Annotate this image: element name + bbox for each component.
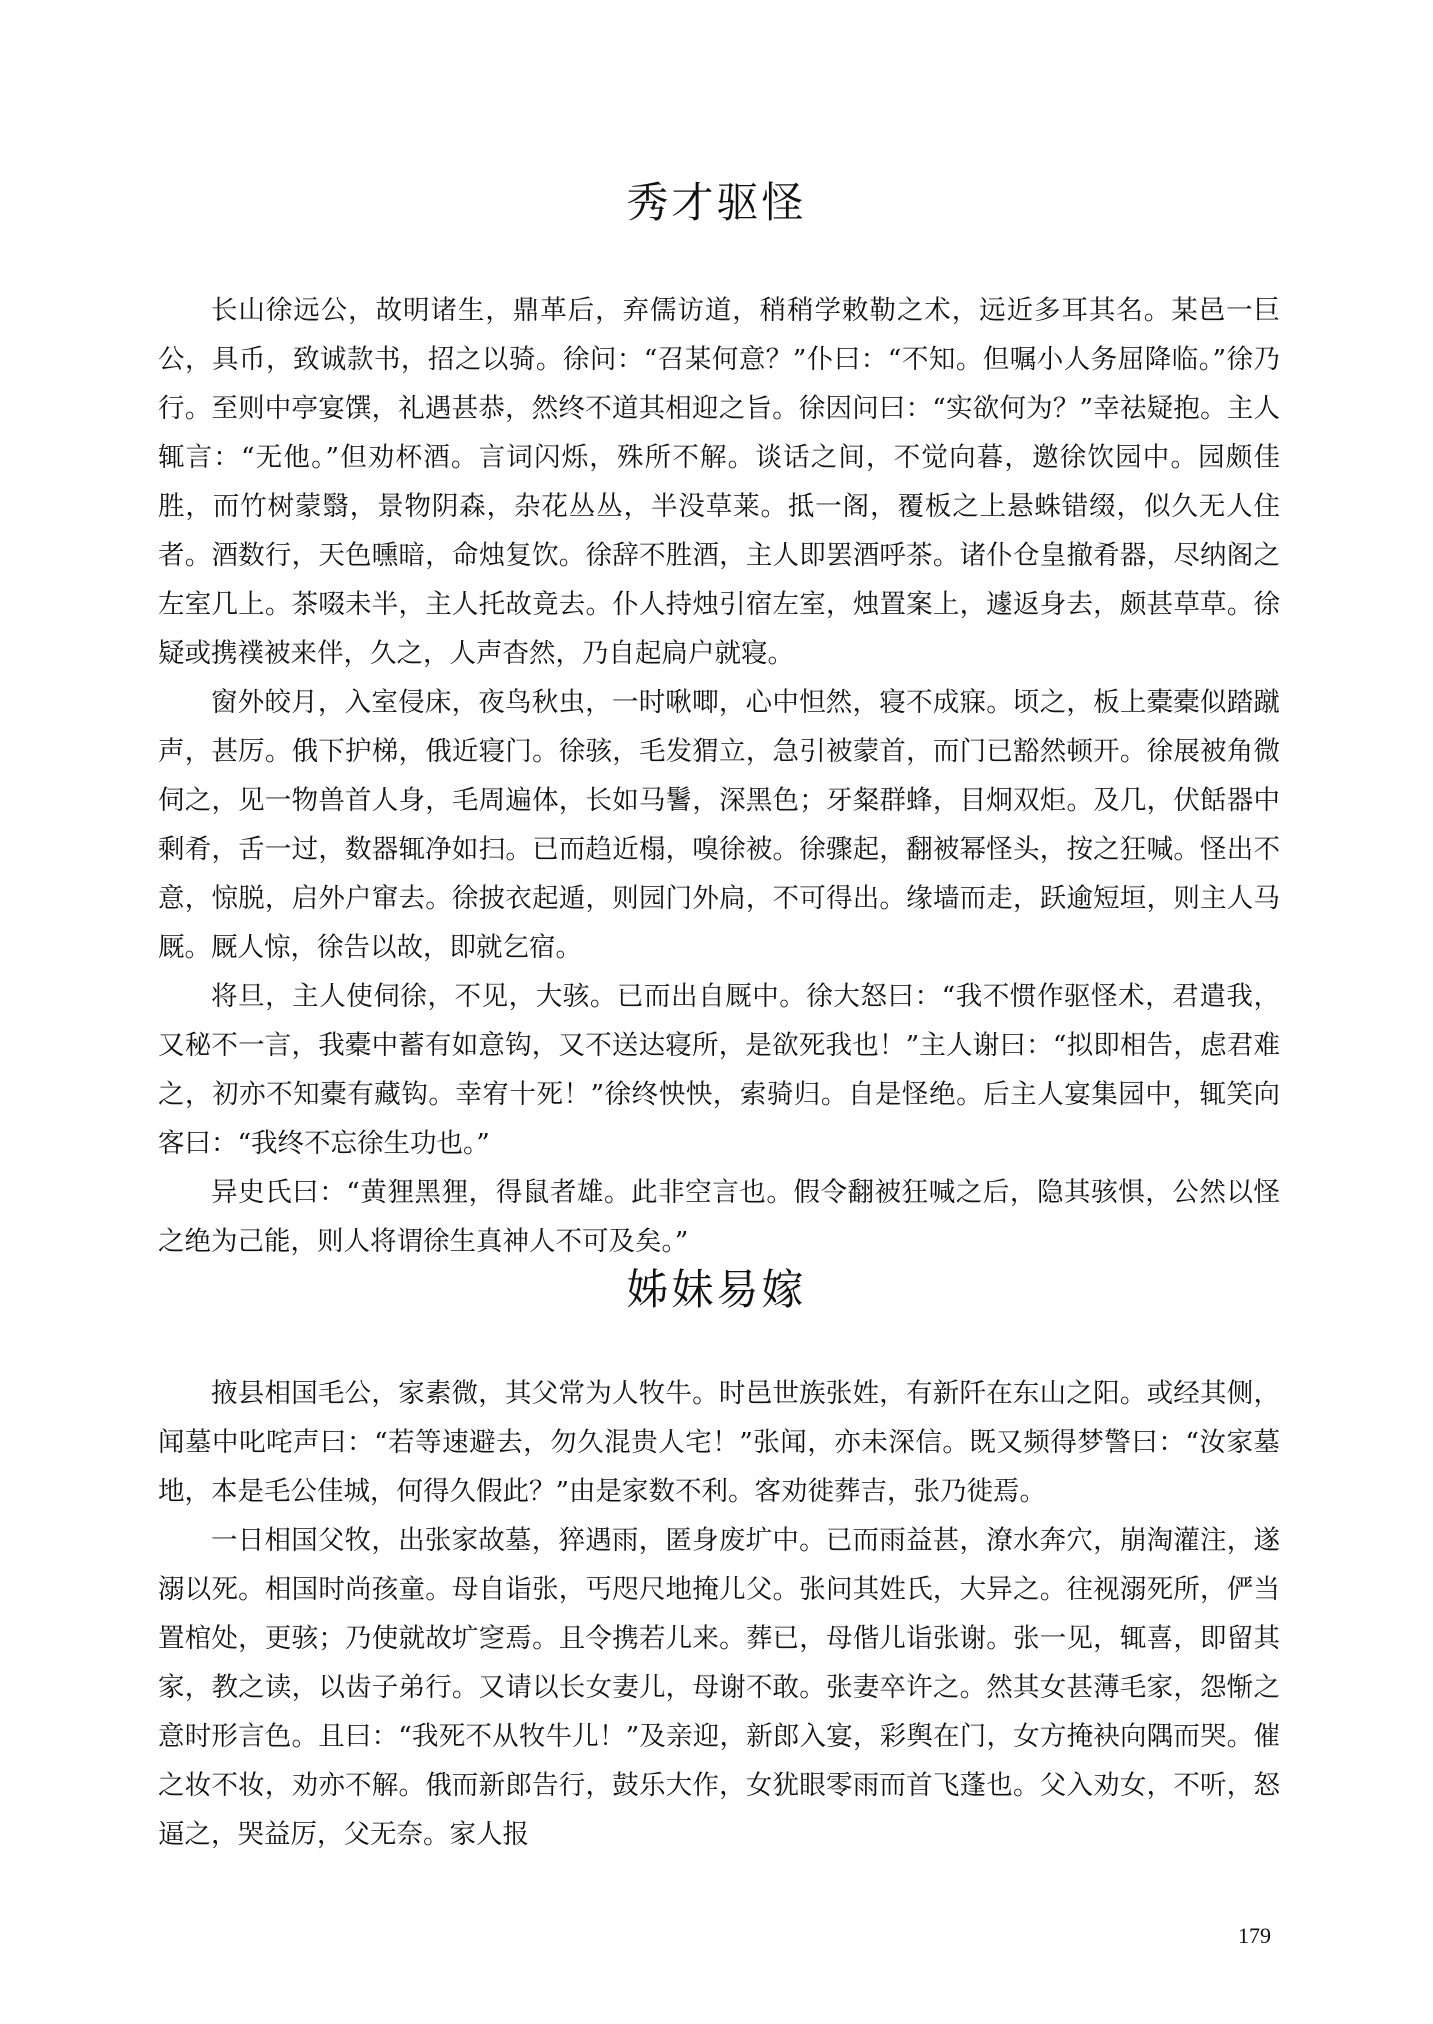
story-body-xiucai-quguai <box>158 286 1280 1266</box>
story-title-xiucai-quguai: 秀才驱怪 <box>626 178 807 227</box>
paragraph: 窗外皎月，入室侵床，夜鸟秋虫，一时啾唧，心中怛然，寝不成寐。顷之，板上橐橐似踏蹴声，甚厉。俄下护梯，俄近寝门。徐骇，毛发猬立，急引被蒙首，而门已豁然顿开。徐展被角微伺之，见一物兽首人身，毛周遍体，长如马鬐，深黑色；牙粲群蜂，目炯双炬。及几，伏餂器中剩肴，舌一过，数器辄净如扫。已而趋近榻，嗅徐被。徐骤起，翻被幂怪头，按之狂喊。怪出不意，惊脱，启外户窜去。徐披衣起遁，则园门外扃，不可得出。缘墙而走，跃逾短垣，则主人马厩。厩人惊，徐告以故，即就乞宿。 <box>158 687 1280 963</box>
story-body-zimei-yijia <box>158 1369 1280 1859</box>
page-number: 179 <box>1238 1923 1271 1948</box>
paragraph: 异史氏曰：“黄狸黑狸，得鼠者雄。此非空言也。假令翻被狂喊之后，隐其骇惧，公然以怪之绝为己能，则人将谓徐生真神人不可及矣。” <box>158 1177 1280 1257</box>
story-title-zimei-yijia: 姊妹易嫁 <box>626 1265 807 1314</box>
paragraph: 一日相国父牧，出张家故墓，猝遇雨，匿身废圹中。已而雨益甚，潦水奔穴，崩淘灌注，遂溺以死。相国时尚孩童。母自诣张，丐咫尺地掩儿父。张问其姓氏，大异之。往视溺死所，俨当置棺处，更骇；乃使就故圹窆焉。且令携若儿来。葬已，母偕儿诣张谢。张一见，辄喜，即留其家，教之读，以齿子弟行。又请以长女妻儿，母谢不敢。张妻卒许之。然其女甚薄毛家，怨惭之意时形言色。且曰：“我死不从牧牛儿！”及亲迎，新郎入宴，彩舆在门，女方掩袂向隅而哭。催之妆不妆，劝亦不解。俄而新郎告行，鼓乐大作，女犹眼零雨而首飞蓬也。父入劝女，不听，怒逼之，哭益厉，父无奈。家人报 <box>158 1525 1280 1850</box>
paragraph: 长山徐远公，故明诸生，鼎革后，弃儒访道，稍稍学敕勒之术，远近多耳其名。某邑一巨公，具币，致诚款书，招之以骑。徐问：“召某何意？”仆曰：“不知。但嘱小人务屈降临。”徐乃行。至则中亭宴馔，礼遇甚恭，然终不道其相迎之旨。徐因问曰：“实欲何为？”幸祛疑抱。主人辄言：“无他。”但劝杯酒。言词闪烁，殊所不解。谈话之间，不觉向暮，邀徐饮园中。园颇佳胜，而竹树蒙翳，景物阴森，杂花丛丛，半没草莱。抵一阁，覆板之上悬蛛错缀，似久无人住者。酒数行，天色曛暗，命烛复饮。徐辞不胜酒，主人即罢酒呼茶。诸仆仓皇撤肴器，尽纳阁之左室几上。茶啜未半，主人托故竟去。仆人持烛引宿左室，烛置案上，遽返身去，颇甚草草。徐疑或携襆被来伴，久之，人声杳然，乃自起扃户就寝。 <box>158 295 1280 669</box>
paragraph: 掖县相国毛公，家素微，其父常为人牧牛。时邑世族张姓，有新阡在东山之阳。或经其侧，闻墓中叱咤声曰：“若等速避去，勿久混贵人宅！”张闻，亦未深信。既又频得梦警曰：“汝家墓地，本是毛公佳城，何得久假此？”由是家数不利。客劝徙葬吉，张乃徙焉。 <box>158 1378 1280 1507</box>
paragraph: 将旦，主人使伺徐，不见，大骇。已而出自厩中。徐大怒曰：“我不惯作驱怪术，君遣我，又秘不一言，我橐中蓄有如意钩，又不送达寝所，是欲死我也！”主人谢曰：“拟即相告，虑君难之，初亦不知橐有藏钩。幸宥十死！”徐终怏怏，索骑归。自是怪绝。后主人宴集园中，辄笑向客曰：“我终不忘徐生功也。” <box>158 981 1280 1159</box>
